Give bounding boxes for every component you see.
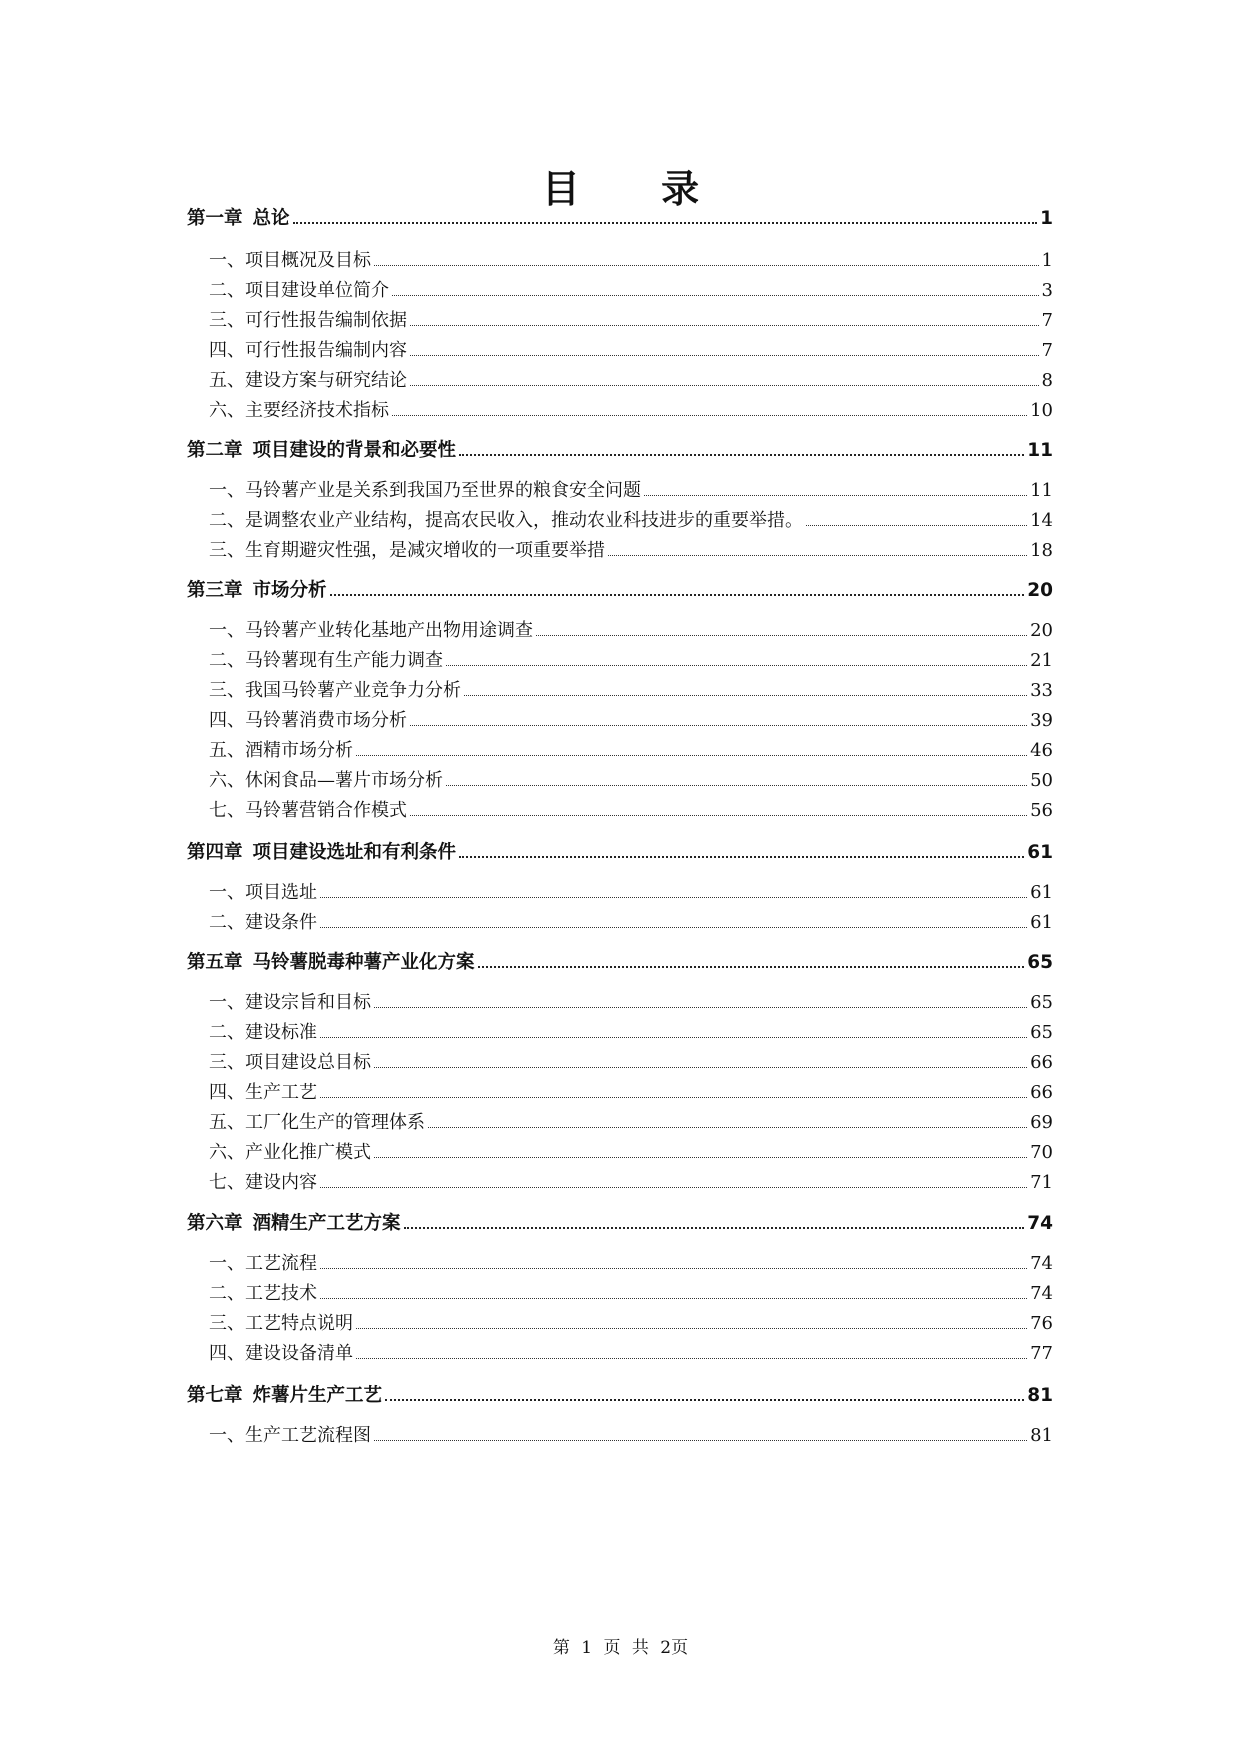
entry-title: 二、建设条件 <box>209 912 317 933</box>
toc-section-entry[interactable] <box>187 362 1053 390</box>
dot-leader <box>356 1358 1027 1359</box>
dot-leader <box>459 454 1024 456</box>
page-number: 50 <box>1030 770 1053 791</box>
section-heading <box>209 312 407 330</box>
page-number: 18 <box>1030 540 1053 561</box>
entry-title: 项目建设的背景和必要性 <box>252 439 457 461</box>
page-number: 69 <box>1030 1112 1053 1133</box>
entry-title: 一、工艺流程 <box>209 1253 317 1274</box>
toc-section-entry[interactable] <box>187 672 1053 700</box>
section-heading <box>209 772 443 790</box>
dot-leader <box>374 1007 1027 1008</box>
toc-title: 目 录 <box>541 167 734 211</box>
page-number: 8 <box>1041 370 1053 391</box>
section-heading <box>209 1427 371 1445</box>
section-heading <box>209 342 407 360</box>
section-heading <box>209 402 389 420</box>
toc-section-entry[interactable] <box>187 272 1053 300</box>
toc-section-entry[interactable] <box>187 302 1053 330</box>
dot-leader <box>446 665 1027 666</box>
section-heading <box>209 1315 353 1333</box>
entry-title: 二、项目建设单位简介 <box>209 280 389 301</box>
toc-section-entry[interactable] <box>187 702 1053 730</box>
toc-section-entry[interactable] <box>187 732 1053 760</box>
page-number: 65 <box>1030 1022 1053 1043</box>
entry-title: 一、马铃薯产业转化基地产出物用途调查 <box>209 620 533 641</box>
toc-section-entry[interactable] <box>187 1305 1053 1333</box>
entry-title: 四、可行性报告编制内容 <box>209 340 407 361</box>
page-number: 65 <box>1027 951 1053 973</box>
dot-leader <box>320 1097 1027 1098</box>
toc-section-entry[interactable] <box>187 1134 1053 1162</box>
dot-leader <box>320 1037 1027 1038</box>
dot-leader <box>385 1399 1024 1401</box>
page-number: 3 <box>1041 280 1053 301</box>
dot-leader <box>608 555 1027 556</box>
toc-section-entry[interactable] <box>187 984 1053 1012</box>
section-heading <box>209 372 407 390</box>
entry-title: 项目建设选址和有利条件 <box>252 841 457 863</box>
section-heading <box>209 742 353 760</box>
entry-title: 三、可行性报告编制依据 <box>209 310 407 331</box>
entry-title: 六、产业化推广模式 <box>209 1142 371 1163</box>
dot-leader <box>392 415 1027 416</box>
page-number: 74 <box>1027 1212 1053 1234</box>
toc-section-entry[interactable] <box>187 642 1053 670</box>
dot-leader <box>404 1227 1025 1229</box>
entry-title: 二、马铃薯现有生产能力调查 <box>209 650 443 671</box>
toc-chapter-entry[interactable] <box>187 1377 1053 1405</box>
dot-leader <box>478 966 1025 968</box>
section-heading <box>209 482 641 500</box>
dot-leader <box>330 594 1025 596</box>
section-heading <box>209 652 443 670</box>
section-heading <box>209 622 533 640</box>
page-number: 66 <box>1030 1052 1053 1073</box>
dot-leader <box>293 222 1038 224</box>
entry-title: 一、项目概况及目标 <box>209 250 371 271</box>
entry-title: 二、工艺技术 <box>209 1283 317 1304</box>
entry-title: 二、建设标准 <box>209 1022 317 1043</box>
chapter-heading <box>187 439 457 461</box>
page-number: 56 <box>1030 800 1053 821</box>
chapter-number: 第七章 <box>187 1384 243 1406</box>
dot-leader <box>320 1187 1027 1188</box>
toc-section-entry[interactable] <box>187 874 1053 902</box>
page-number: 1 <box>1040 207 1053 229</box>
entry-title: 一、建设宗旨和目标 <box>209 992 371 1013</box>
toc-section-entry[interactable] <box>187 1164 1053 1192</box>
page-number: 74 <box>1030 1283 1053 1304</box>
section-heading <box>209 1114 425 1132</box>
dot-leader <box>356 1328 1027 1329</box>
section-heading <box>209 1345 353 1363</box>
section-heading <box>209 712 407 730</box>
dot-leader <box>374 1157 1027 1158</box>
entry-title: 四、马铃薯消费市场分析 <box>209 710 407 731</box>
toc-section-entry[interactable] <box>187 1245 1053 1273</box>
toc-chapter-entry[interactable] <box>187 200 1053 228</box>
entry-title: 五、工厂化生产的管理体系 <box>209 1112 425 1133</box>
page-footer: 第 1 页 共 2页 <box>552 1638 689 1658</box>
toc-section-entry[interactable] <box>187 792 1053 820</box>
entry-title: 一、项目选址 <box>209 882 317 903</box>
dot-leader <box>644 495 1027 496</box>
page-number: 21 <box>1030 650 1053 671</box>
toc-section-entry[interactable] <box>187 1044 1053 1072</box>
section-heading <box>209 512 803 530</box>
dot-leader <box>410 325 1039 326</box>
toc-section-entry[interactable] <box>187 332 1053 360</box>
section-heading <box>209 884 317 902</box>
chapter-number: 第二章 <box>187 439 243 461</box>
dot-leader <box>320 897 1027 898</box>
section-heading <box>209 1054 371 1072</box>
section-heading <box>209 1285 317 1303</box>
chapter-number: 第四章 <box>187 841 243 863</box>
page-number: 14 <box>1030 510 1053 531</box>
entry-title: 三、我国马铃薯产业竞争力分析 <box>209 680 461 701</box>
page-number: 20 <box>1027 579 1053 601</box>
entry-title: 一、生产工艺流程图 <box>209 1425 371 1446</box>
page-number: 71 <box>1030 1172 1053 1193</box>
entry-title: 二、是调整农业产业结构，提高农民收入，推动农业科技进步的重要举措。 <box>209 510 803 531</box>
section-heading <box>209 802 407 820</box>
entry-title: 四、生产工艺 <box>209 1082 317 1103</box>
chapter-heading <box>187 579 327 601</box>
entry-title: 三、生育期避灾性强，是减灾增收的一项重要举措 <box>209 540 605 561</box>
toc-section-entry[interactable] <box>187 472 1053 500</box>
dot-leader <box>446 785 1027 786</box>
entry-title: 七、建设内容 <box>209 1172 317 1193</box>
page-number: 81 <box>1030 1425 1053 1446</box>
toc-section-entry[interactable] <box>187 612 1053 640</box>
dot-leader <box>459 856 1024 858</box>
page-number: 20 <box>1030 620 1053 641</box>
entry-title: 总论 <box>252 207 290 229</box>
page-number: 70 <box>1030 1142 1053 1163</box>
page-number: 11 <box>1027 439 1053 461</box>
entry-title: 酒精生产工艺方案 <box>252 1212 401 1234</box>
toc-chapter-entry[interactable] <box>187 944 1053 972</box>
entry-title: 炸薯片生产工艺 <box>252 1384 383 1406</box>
section-heading <box>209 252 371 270</box>
dot-leader <box>374 1440 1027 1441</box>
entry-title: 七、马铃薯营销合作模式 <box>209 800 407 821</box>
page-number: 11 <box>1030 480 1053 501</box>
entry-title: 六、主要经济技术指标 <box>209 400 389 421</box>
chapter-heading <box>187 951 475 973</box>
entry-title: 四、建设设备清单 <box>209 1343 353 1364</box>
toc-section-entry[interactable] <box>187 1335 1053 1363</box>
page-number: 39 <box>1030 710 1053 731</box>
dot-leader <box>806 525 1027 526</box>
chapter-heading <box>187 1212 401 1234</box>
chapter-number: 第三章 <box>187 579 243 601</box>
dot-leader <box>410 385 1039 386</box>
toc-section-entry[interactable] <box>187 762 1053 790</box>
toc-chapter-entry[interactable] <box>187 572 1053 600</box>
dot-leader <box>320 1298 1027 1299</box>
page-number: 76 <box>1030 1313 1053 1334</box>
chapter-number: 第五章 <box>187 951 243 973</box>
dot-leader <box>410 725 1027 726</box>
toc-section-entry[interactable] <box>187 392 1053 420</box>
page-number: 77 <box>1030 1343 1053 1364</box>
toc-section-entry[interactable] <box>187 1104 1053 1132</box>
section-heading <box>209 542 605 560</box>
page-number: 7 <box>1041 340 1053 361</box>
page-number: 74 <box>1030 1253 1053 1274</box>
dot-leader <box>410 815 1027 816</box>
toc-chapter-entry[interactable] <box>187 834 1053 862</box>
entry-title: 三、工艺特点说明 <box>209 1313 353 1334</box>
page-number: 61 <box>1030 912 1053 933</box>
toc-chapter-entry[interactable] <box>187 432 1053 460</box>
toc-section-entry[interactable] <box>187 904 1053 932</box>
entry-title: 六、休闲食品—薯片市场分析 <box>209 770 443 791</box>
toc-section-entry[interactable] <box>187 502 1053 530</box>
entry-title: 五、建设方案与研究结论 <box>209 370 407 391</box>
chapter-heading <box>187 841 457 863</box>
entry-title: 市场分析 <box>252 579 327 601</box>
section-heading <box>209 1255 317 1273</box>
dot-leader <box>410 355 1039 356</box>
entry-title: 五、酒精市场分析 <box>209 740 353 761</box>
dot-leader <box>320 927 1027 928</box>
section-heading <box>209 914 317 932</box>
toc-section-entry[interactable] <box>187 1417 1053 1445</box>
page-number: 33 <box>1030 680 1053 701</box>
entry-title: 马铃薯脱毒种薯产业化方案 <box>252 951 475 973</box>
section-heading <box>209 1144 371 1162</box>
section-heading <box>209 994 371 1012</box>
section-heading <box>209 282 389 300</box>
dot-leader <box>320 1268 1027 1269</box>
page-number: 10 <box>1030 400 1053 421</box>
page-number: 46 <box>1030 740 1053 761</box>
chapter-heading <box>187 207 290 229</box>
page-number: 81 <box>1027 1384 1053 1406</box>
toc-section-entry[interactable] <box>187 242 1053 270</box>
page-number: 66 <box>1030 1082 1053 1103</box>
chapter-number: 第六章 <box>187 1212 243 1234</box>
toc-section-entry[interactable] <box>187 1275 1053 1303</box>
section-heading <box>209 1024 317 1042</box>
page-number: 7 <box>1041 310 1053 331</box>
toc-section-entry[interactable] <box>187 1014 1053 1042</box>
entry-title: 三、项目建设总目标 <box>209 1052 371 1073</box>
toc-chapter-entry[interactable] <box>187 1205 1053 1233</box>
toc-section-entry[interactable] <box>187 1074 1053 1102</box>
page-number: 65 <box>1030 992 1053 1013</box>
dot-leader <box>464 695 1027 696</box>
toc-section-entry[interactable] <box>187 532 1053 560</box>
chapter-number: 第一章 <box>187 207 243 229</box>
entry-title: 一、马铃薯产业是关系到我国乃至世界的粮食安全问题 <box>209 480 641 501</box>
dot-leader <box>374 1067 1027 1068</box>
page-number: 61 <box>1030 882 1053 903</box>
dot-leader <box>536 635 1027 636</box>
section-heading <box>209 1174 317 1192</box>
page-number: 1 <box>1041 250 1053 271</box>
dot-leader <box>392 295 1039 296</box>
page-number: 61 <box>1027 841 1053 863</box>
dot-leader <box>428 1127 1027 1128</box>
section-heading <box>209 682 461 700</box>
dot-leader <box>374 265 1039 266</box>
dot-leader <box>356 755 1027 756</box>
chapter-heading <box>187 1384 383 1406</box>
section-heading <box>209 1084 317 1102</box>
